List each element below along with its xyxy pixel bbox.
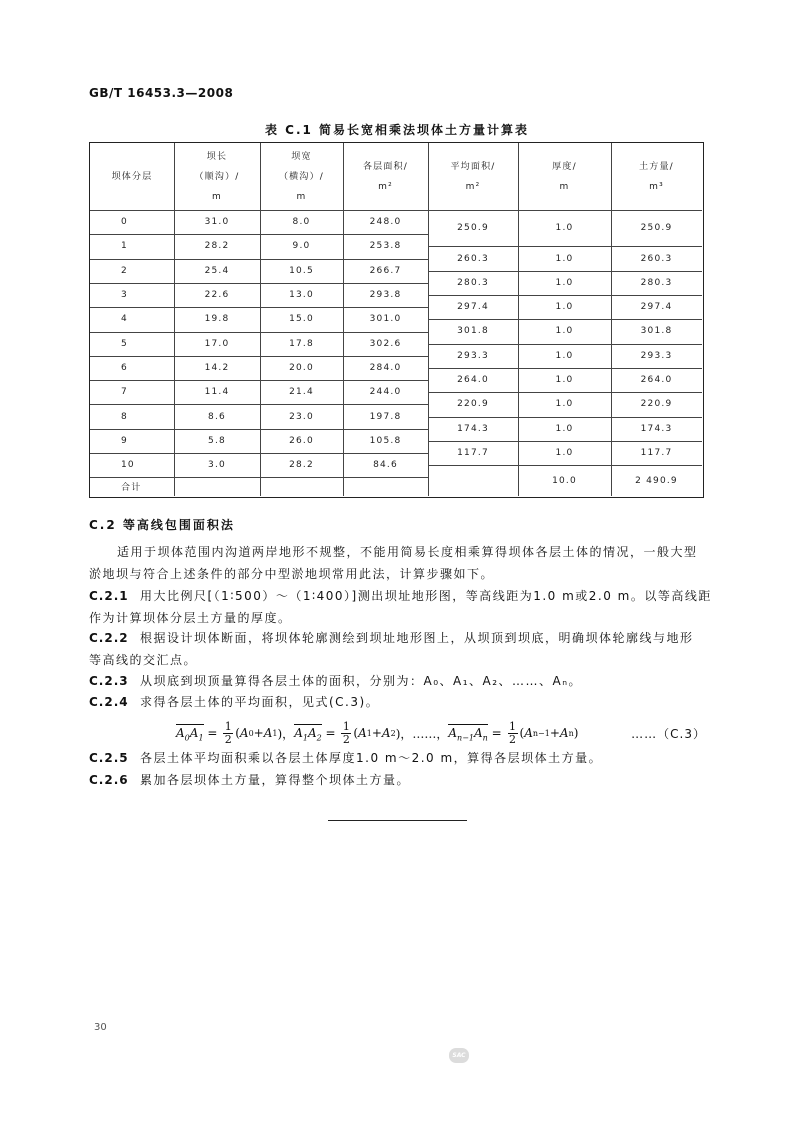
- cell-thickness: 1.0: [555, 253, 574, 264]
- cell-area: 301.0: [369, 314, 402, 325]
- cell-width: 26.0: [289, 435, 314, 446]
- cell-width: 15.0: [289, 314, 314, 325]
- cell-layer: 5: [121, 338, 128, 349]
- cell-volume: 260.3: [640, 253, 673, 264]
- cell-length: 25.4: [204, 265, 230, 276]
- cell-volume: 174.3: [640, 423, 673, 434]
- cell-length: 17.0: [204, 338, 230, 349]
- cell-avg-area: 293.3: [457, 350, 489, 361]
- header-line: m³: [649, 181, 664, 192]
- cell-avg-area: 260.3: [457, 253, 489, 264]
- cell-area: 266.7: [369, 265, 402, 276]
- cell-area: 197.8: [369, 411, 402, 422]
- header-line: 平均面积/: [450, 161, 496, 172]
- header-line: 坝宽: [291, 151, 312, 162]
- cell-length: 14.2: [204, 362, 230, 373]
- header-width: [260, 143, 343, 210]
- header-avg-area: [428, 143, 518, 210]
- cell-area: 244.0: [369, 387, 402, 398]
- total-volume: 2 490.9: [635, 475, 678, 486]
- cell-layer: 7: [121, 387, 128, 398]
- cell-volume: 301.8: [640, 326, 673, 337]
- cell-layer: 3: [121, 290, 128, 301]
- cell-length: 5.8: [208, 435, 226, 446]
- cell-layer: 0: [121, 217, 128, 228]
- cell-length: 11.4: [204, 387, 230, 398]
- cell-layer: 6: [121, 362, 128, 373]
- cell-thickness: 1.0: [555, 399, 574, 410]
- cell-length: 8.6: [208, 411, 226, 422]
- sac-logo-icon: SAC: [449, 1048, 469, 1063]
- cell-width: 20.0: [289, 362, 314, 373]
- cell-length: 31.0: [204, 217, 230, 228]
- cell-area: 302.6: [369, 338, 402, 349]
- cell-avg-area: 264.0: [457, 375, 489, 386]
- header-line: 厚度/: [552, 161, 577, 172]
- cell-width: 10.5: [289, 265, 314, 276]
- cell-width: 13.0: [289, 290, 314, 301]
- cell-volume: 297.4: [640, 302, 673, 313]
- clause-c23: C.2.3 从坝底到坝顶量算得各层土体的面积，分别为：A₀、A₁、A₂、……、Aₙ。: [89, 674, 583, 688]
- cell-area: 293.8: [369, 290, 402, 301]
- header-length: [174, 143, 260, 210]
- cell-volume: 220.9: [640, 399, 673, 410]
- cell-layer: 8: [121, 411, 128, 422]
- cell-width: 28.2: [289, 460, 314, 471]
- header-line: m: [559, 181, 570, 192]
- cell-area: 105.8: [369, 435, 402, 446]
- cell-width: 9.0: [292, 241, 311, 252]
- cell-avg-area: 301.8: [457, 326, 489, 337]
- cell-length: 19.8: [204, 314, 230, 325]
- total-label: 合计: [121, 483, 142, 494]
- cell-area: 248.0: [369, 217, 402, 228]
- cell-layer: 10: [121, 460, 135, 471]
- formula-reference: ……（C.3）: [631, 726, 706, 741]
- header-thickness: [518, 143, 611, 210]
- cell-avg-area: 117.7: [457, 447, 489, 458]
- cell-thickness: 1.0: [555, 326, 574, 337]
- page-number: 30: [94, 1022, 107, 1033]
- header-layer: 坝体分层: [111, 171, 153, 182]
- cell-thickness: 1.0: [555, 423, 574, 434]
- cell-layer: 4: [121, 314, 128, 325]
- cell-area: 84.6: [373, 460, 398, 471]
- header-line: m: [212, 191, 222, 202]
- table-title: 表 C.1 简易长宽相乘法坝体土方量计算表: [264, 123, 530, 137]
- cell-volume: 293.3: [640, 350, 673, 361]
- cell-avg-area: 174.3: [457, 423, 489, 434]
- intro-paragraph: 适用于坝体范围内沟道两岸地形不规整，不能用简易长度相乘算得坝体各层土体的情况，一般大型 淤地坝与符合上述条件的部分中型淤地坝常用此法，计算步骤如下。: [89, 545, 698, 581]
- standard-code: GB/T 16453.3—2008: [89, 86, 234, 100]
- cell-thickness: 1.0: [555, 375, 574, 386]
- cell-volume: 264.0: [640, 375, 673, 386]
- cell-volume: 250.9: [640, 223, 673, 234]
- header-line: （顺沟）/: [194, 171, 240, 182]
- cell-thickness: 1.0: [555, 447, 574, 458]
- clause-c24: C.2.4 求得各层土体的平均面积，见式(C.3)。: [89, 695, 380, 709]
- cell-length: 28.2: [204, 241, 230, 252]
- header-line: m: [296, 191, 307, 202]
- cell-layer: 1: [121, 241, 128, 252]
- cell-avg-area: 280.3: [457, 277, 489, 288]
- cell-length: 3.0: [208, 460, 226, 471]
- earthwork-table: [89, 142, 704, 498]
- cell-layer: 2: [121, 265, 128, 276]
- cell-thickness: 1.0: [555, 350, 574, 361]
- header-line: （横沟）/: [278, 171, 325, 182]
- header-line: m²: [465, 181, 481, 192]
- cell-thickness: 1.0: [555, 277, 574, 288]
- cell-width: 23.0: [289, 411, 314, 422]
- cell-avg-area: 297.4: [457, 302, 489, 313]
- clause-c25: C.2.5 各层土体平均面积乘以各层土体厚度1.0 m～2.0 m，算得各层坝体土方量。: [89, 751, 603, 765]
- header-line: 土方量/: [639, 161, 674, 172]
- formula-c3: $A_0A_1$ = $\frac{1}{2}$ ( A 0 + A 1 )， $A_1A_2$ = $\frac{1}{2}$ ( A 1 + A 2 )，……， $A_{n-1}A_n$ = $\frac{1}{2}$ ( A n−1 + A n ) ……（C.3）: [176, 719, 706, 746]
- clause-c22: C.2.2 根据设计坝体断面，将坝体轮廓测绘到坝址地形图上，从坝顶到坝底，明确坝体轮廓线与地形 等高线的交汇点。: [89, 631, 694, 667]
- clause-c21: C.2.1 用大比例尺[（1∶500）～（1∶400）]测出坝址地形图，等高线距为1.0 m或2.0 m。以等高线距 作为计算坝体分层土方量的厚度。: [89, 589, 712, 625]
- header-line: m²: [378, 181, 393, 192]
- cell-avg-area: 220.9: [457, 399, 489, 410]
- section-heading: C.2 等高线包围面积法: [89, 518, 235, 532]
- cell-width: 17.8: [289, 338, 314, 349]
- cell-length: 22.6: [204, 290, 230, 301]
- cell-width: 21.4: [289, 387, 314, 398]
- cell-thickness: 1.0: [555, 223, 574, 234]
- cell-avg-area: 250.9: [457, 223, 489, 234]
- header-line: 各层面积/: [362, 161, 409, 172]
- cell-volume: 117.7: [640, 447, 673, 458]
- cell-area: 253.8: [369, 241, 402, 252]
- total-thickness: 10.0: [552, 475, 577, 486]
- end-rule: [328, 820, 467, 821]
- header-area: [343, 143, 428, 210]
- cell-thickness: 1.0: [555, 302, 574, 313]
- clause-c26: C.2.6 累加各层坝体土方量，算得整个坝体土方量。: [89, 773, 411, 787]
- cell-area: 284.0: [369, 362, 402, 373]
- cell-layer: 9: [121, 435, 128, 446]
- header-volume: [611, 143, 702, 210]
- header-line: 坝长: [206, 151, 228, 162]
- cell-volume: 280.3: [640, 277, 673, 288]
- cell-width: 8.0: [292, 217, 311, 228]
